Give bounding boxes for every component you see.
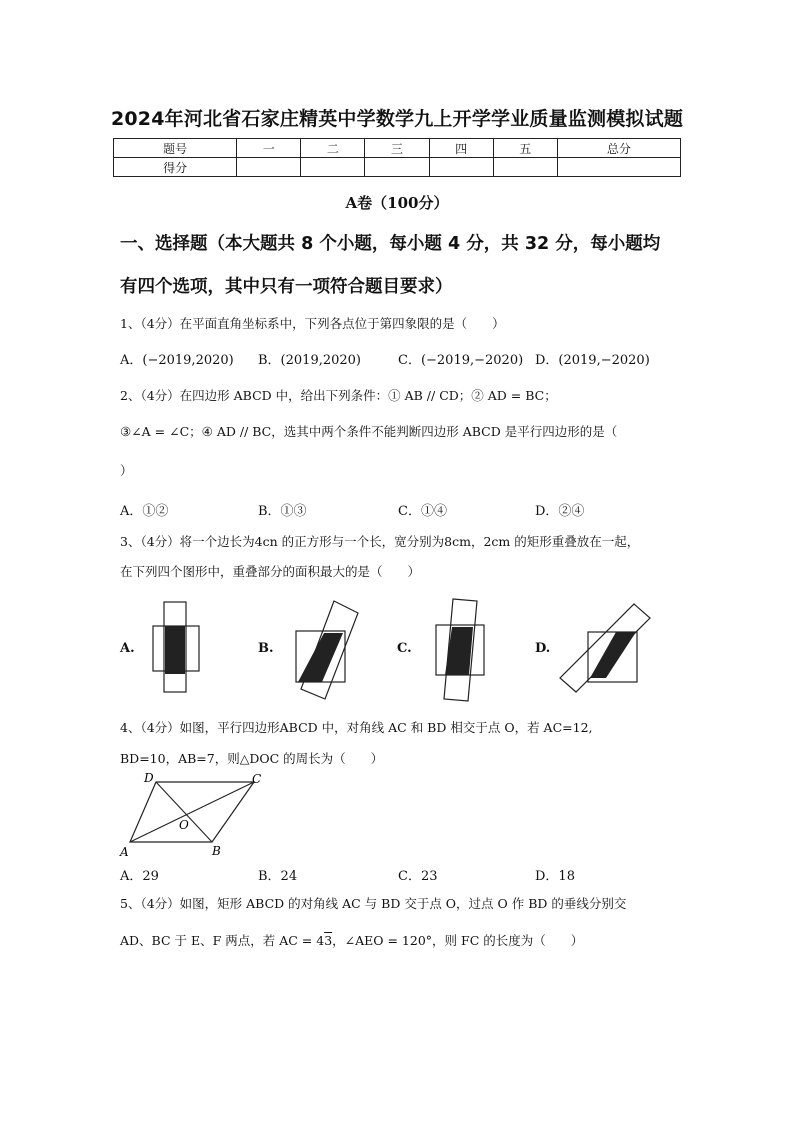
question-5-line2 — [120, 932, 685, 950]
score-header-cell: 一 — [237, 139, 301, 158]
question-2-option-c: C．①④ — [398, 504, 447, 519]
question-2-option-d: D．②④ — [535, 504, 585, 519]
question-4-parallelogram-figure — [116, 770, 276, 862]
sqrt-radicand: 3 — [324, 933, 333, 948]
question-2-line1: 2、（4分）在四边形 ABCD 中，给出下列条件：① AB // CD；② AD = BC； — [120, 388, 557, 403]
question-5-line2-part2: ，∠AEO = 120°，则 FC 的长度为（ ） — [332, 933, 584, 948]
question-1-option-a: A．(−2019,2020) — [120, 353, 234, 368]
question-5-line2-part1: AD、BC 于 E、F 两点，若 AC = 4 — [120, 933, 325, 948]
question-4-option-d: D．18 — [535, 869, 575, 884]
question-3-figure-label-a: A. — [120, 641, 135, 656]
question-4-option-a: A．29 — [120, 869, 159, 884]
question-3-figure-c — [430, 595, 490, 705]
vertex-label-d: D — [144, 771, 154, 785]
score-header-cell: 总分 — [557, 139, 680, 158]
question-3-line1: 3、（4分）将一个边长为4cn 的正方形与一个长，宽分别为8cm，2cm 的矩形重叠放在一起， — [120, 534, 640, 549]
score-table-header-row — [114, 139, 681, 158]
question-1-option-b: B．(2019,2020) — [258, 353, 361, 368]
score-table — [113, 138, 681, 177]
question-2-line2: ③∠A = ∠C；④ AD // BC，选其中两个条件不能判断四边形 ABCD 是平行四边形的是（ — [120, 424, 618, 439]
score-cell — [557, 158, 680, 177]
question-4-line2: BD=10，AB=7，则△DOC 的周长为（ ） — [120, 751, 384, 766]
exam-title: 2024年河北省石家庄精英中学数学九上开学学业质量监测模拟试题 — [110, 108, 684, 130]
score-cell — [429, 158, 493, 177]
question-5-line1: 5、（4分）如图，矩形 ABCD 的对角线 AC 与 BD 交于点 O，过点 O 作 BD 的垂线分别交 — [120, 896, 627, 911]
question-3-line2: 在下列四个图形中，重叠部分的面积最大的是（ ） — [120, 564, 421, 579]
diagonal-ac — [130, 782, 254, 842]
section-1-title-line2: 有四个选项，其中只有一项符合题目要求） — [120, 277, 453, 297]
question-1-stem: 1、（4分）在平面直角坐标系中，下列各点位于第四象限的是（ ） — [120, 316, 505, 331]
question-2-line3: ） — [120, 463, 133, 478]
overlap-region — [445, 627, 473, 675]
score-cell — [365, 158, 429, 177]
question-4-option-c: C．23 — [398, 869, 438, 884]
question-3-figure-label-c: C. — [397, 641, 412, 656]
score-row-label: 得分 — [114, 158, 237, 177]
question-1-option-d: D．(2019,−2020) — [535, 353, 650, 368]
question-3-figure-b — [290, 595, 365, 705]
vertex-label-b: B — [212, 844, 221, 858]
question-3-figure-label-d: D. — [535, 641, 551, 656]
question-2-option-a: A．①② — [120, 504, 169, 519]
question-1-option-c: C．(−2019,−2020) — [398, 353, 524, 368]
overlap-region — [298, 633, 343, 682]
question-2-option-b: B．①③ — [258, 504, 307, 519]
score-header-cell: 题号 — [114, 139, 237, 158]
score-cell — [493, 158, 557, 177]
diagonal-bd — [156, 782, 212, 842]
question-3-figure-d — [556, 598, 656, 698]
section-1-title-line1: 一、选择题（本大题共 8 个小题，每小题 4 分，共 32 分，每小题均 — [120, 234, 661, 254]
score-header-cell: 四 — [429, 139, 493, 158]
score-table-score-row — [114, 158, 681, 177]
question-4-option-b: B．24 — [258, 869, 298, 884]
score-header-cell: 二 — [301, 139, 365, 158]
point-label-o: O — [179, 818, 189, 832]
score-cell — [301, 158, 365, 177]
score-cell — [237, 158, 301, 177]
question-3-figure-a — [148, 600, 204, 696]
score-header-cell: 三 — [365, 139, 429, 158]
question-4-line1: 4、（4分）如图，平行四边形ABCD 中，对角线 AC 和 BD 相交于点 O，若 AC=12, — [120, 720, 593, 735]
question-3-figure-label-b: B. — [258, 641, 274, 656]
vertex-label-a: A — [120, 845, 129, 859]
section-a-heading: A卷（100分） — [345, 194, 449, 212]
vertex-label-c: C — [252, 772, 262, 786]
overlap-region — [165, 626, 185, 674]
score-header-cell: 五 — [493, 139, 557, 158]
